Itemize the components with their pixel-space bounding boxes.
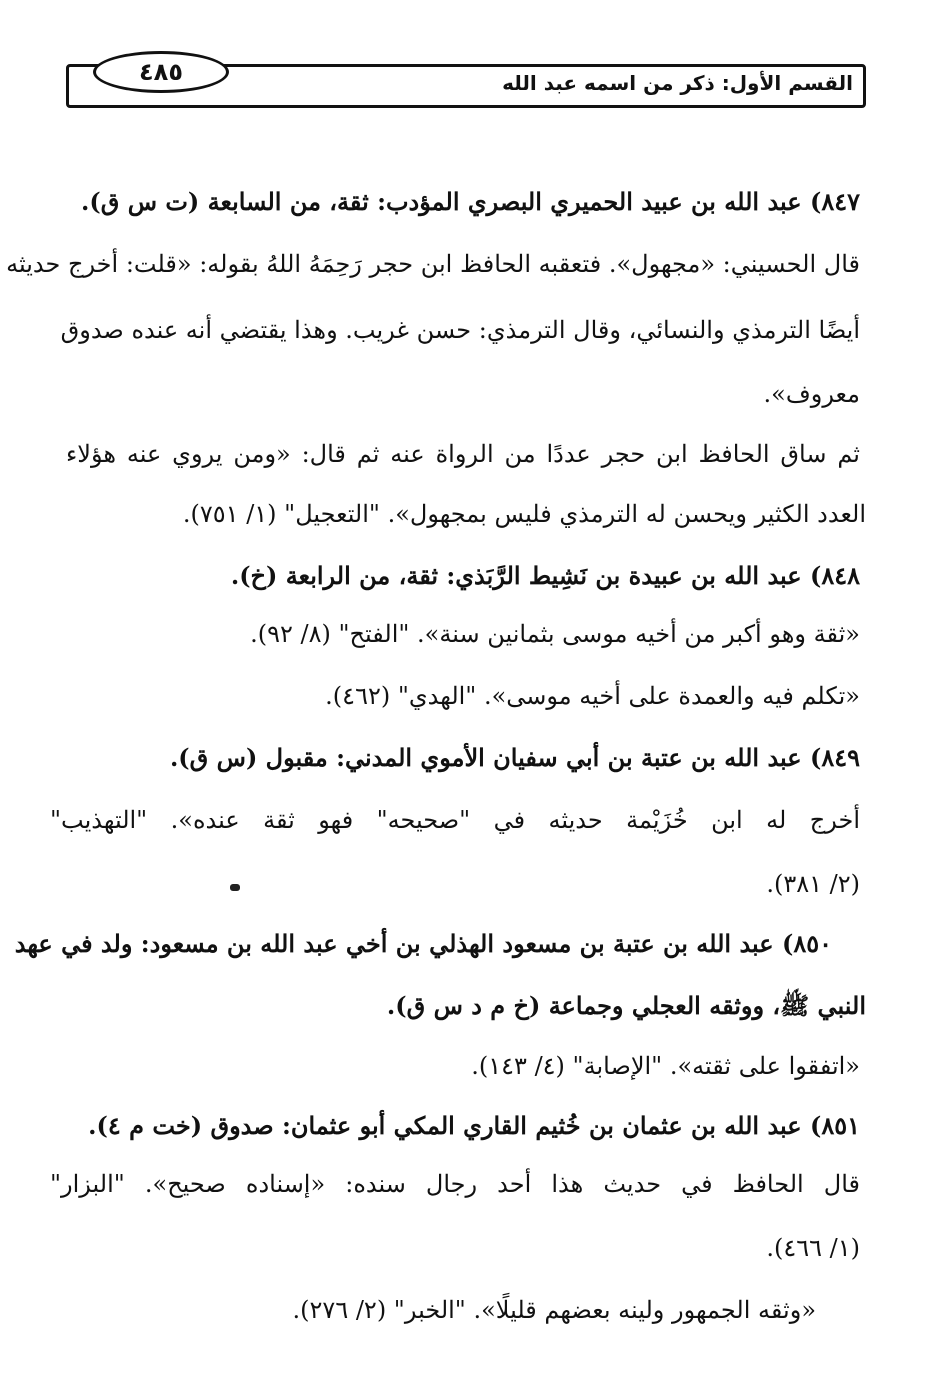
text-line: (٢/ ٣٨١).	[766, 870, 860, 898]
entry-847-heading: ٨٤٧) عبد الله بن عبيد الحميري البصري المؤدب: ثقة، من السابعة (ت س ق).	[81, 187, 860, 216]
text-line: أخرج له ابن خُزَيْمة حديثه في "صحيحه" فهو ثقة عنده». "التهذيب"	[50, 806, 860, 834]
quote-line: «وثقه الجمهور ولينه بعضهم قليلًا». "الخبر" (٢/ ٢٧٦).	[292, 1296, 816, 1324]
quote-line: «تكلم فيه والعمدة على أخيه موسى». "الهدي" (٤٦٢).	[325, 682, 860, 710]
text-line: العدد الكثير ويحسن له الترمذي فليس بمجهول». "التعجيل" (١/ ٧٥١).	[182, 500, 866, 528]
text-line: (١/ ٤٦٦).	[766, 1234, 860, 1262]
quote-line: «ثقة وهو أكبر من أخيه موسى بثمانين سنة». "الفتح" (٨/ ٩٢).	[250, 620, 860, 648]
text-line: قال الحسيني: «مجهول». فتعقبه الحافظ ابن حجر رَحِمَهُ اللهُ بقوله: «قلت: أخرج حديثه	[6, 250, 860, 278]
text-line: النبي ﷺ، ووثقه العجلي وجماعة (خ م د س ق).	[386, 991, 866, 1020]
entry-851-heading: ٨٥١) عبد الله بن عثمان بن خُثيم القاري المكي أبو عثمان: صدوق (خت م ٤).	[88, 1111, 860, 1140]
text-line: معروف».	[763, 380, 860, 408]
text-line: ثم ساق الحافظ ابن حجر عددًا من الرواة عنه ثم قال: «ومن يروي عنه هؤلاء	[66, 440, 860, 468]
entry-849-heading: ٨٤٩) عبد الله بن عتبة بن أبي سفيان الأموي المدني: مقبول (س ق).	[169, 743, 860, 772]
text-line: أيضًا الترمذي والنسائي، وقال الترمذي: حسن غريب. وهذا يقتضي أنه عنده صدوق	[60, 316, 860, 344]
entry-848-heading: ٨٤٨) عبد الله بن عبيدة بن نَشِيط الرَّبَذي: ثقة، من الرابعة (خ).	[230, 561, 860, 590]
page-header	[66, 58, 866, 108]
running-title: القسم الأول: ذكر من اسمه عبد الله	[502, 71, 853, 95]
page-number: ٤٨٥	[93, 51, 229, 93]
entry-850-heading: ٨٥٠) عبد الله بن عتبة بن مسعود الهذلي بن أخي عبد الله بن مسعود: ولد في عهد	[14, 929, 832, 958]
quote-line: «اتفقوا على ثقته». "الإصابة" (٤/ ١٤٣).	[471, 1052, 860, 1080]
ink-speck	[230, 884, 240, 891]
text-line: قال الحافظ في حديث هذا أحد رجال سنده: «إسناده صحيح». "البزار"	[50, 1170, 860, 1198]
